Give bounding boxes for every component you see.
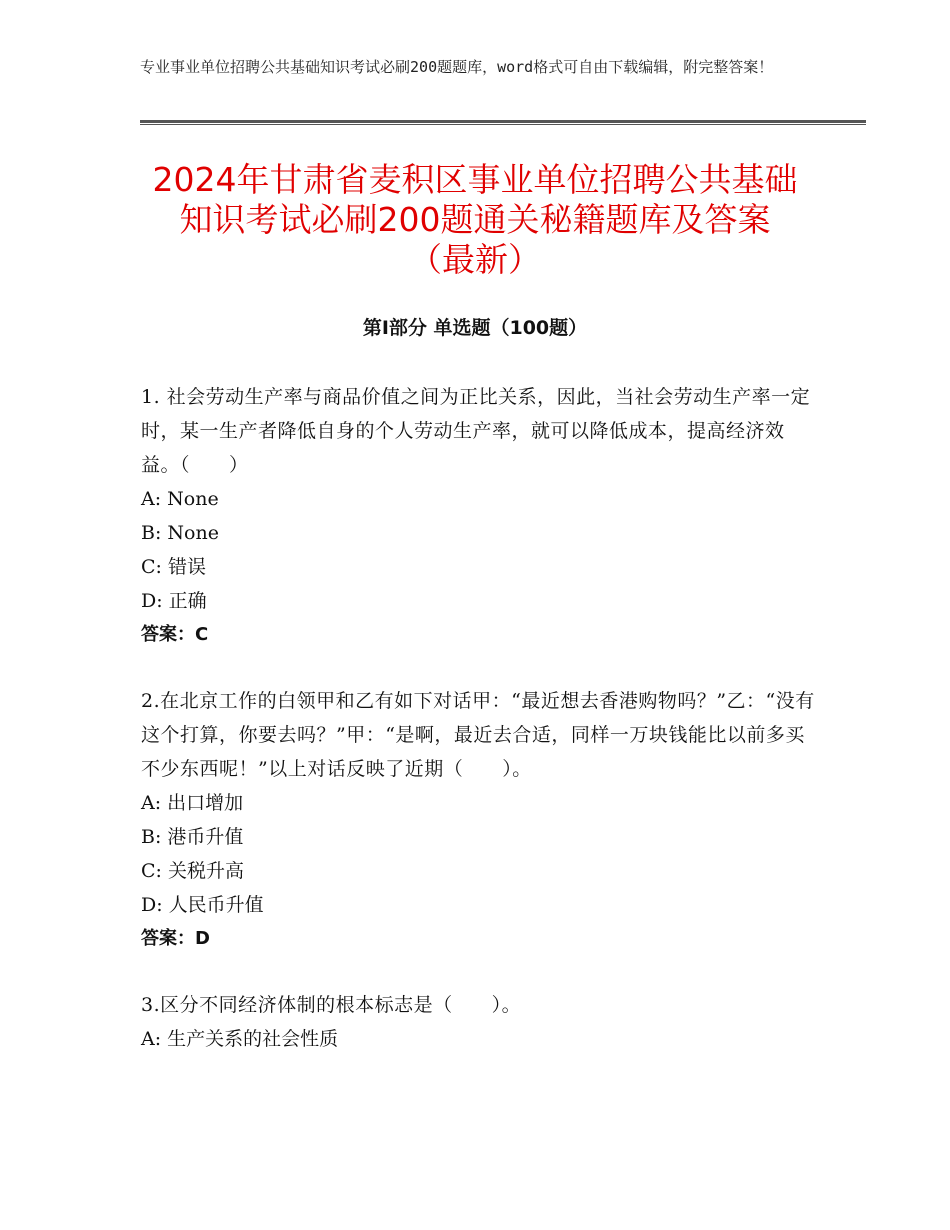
- option-c: C: 关税升高: [141, 860, 244, 882]
- header-divider: [140, 120, 866, 125]
- option-d: D: 人民币升值: [141, 894, 264, 916]
- question-1: [141, 380, 821, 652]
- option-a: A: 出口增加: [141, 792, 244, 814]
- question-list: [141, 380, 821, 1088]
- option-b: B: 港币升值: [141, 826, 244, 848]
- header-note: 专业事业单位招聘公共基础知识考试必刷200题题库，word格式可自由下载编辑，附完整答案！: [140, 58, 774, 76]
- option-a: A: 生产关系的社会性质: [141, 1028, 339, 1050]
- section-heading: 第I部分 单选题（100题）: [362, 317, 588, 339]
- question-stem: 3.区分不同经济体制的根本标志是（ ）。: [141, 994, 522, 1016]
- option-d: D: 正确: [141, 590, 207, 612]
- question-3: [141, 988, 821, 1056]
- answer-key: 答案：D: [141, 928, 210, 949]
- answer-key: 答案：C: [141, 624, 209, 645]
- question-2: [141, 684, 821, 956]
- title-line-3: （最新）: [409, 240, 541, 279]
- document-title: [100, 160, 850, 280]
- option-b: B: None: [141, 522, 219, 544]
- option-a: A: None: [141, 488, 219, 510]
- question-stem: 2.在北京工作的白领甲和乙有如下对话甲：“最近想去香港购物吗？”乙：“没有这个打算，你要去吗？”甲：“是啊，最近去合适，同样一万块钱能比以前多买不少东西呢！”以上对话反映了近期（ ）。: [141, 690, 815, 780]
- question-stem: 1. 社会劳动生产率与商品价值之间为正比关系，因此，当社会劳动生产率一定时，某一生产者降低自身的个人劳动生产率，就可以降低成本，提高经济效益。（ ）: [141, 386, 811, 476]
- option-c: C: 错误: [141, 556, 206, 578]
- title-line-2: 知识考试必刷200题通关秘籍题库及答案: [179, 200, 771, 239]
- title-line-1: 2024年甘肃省麦积区事业单位招聘公共基础: [152, 160, 798, 199]
